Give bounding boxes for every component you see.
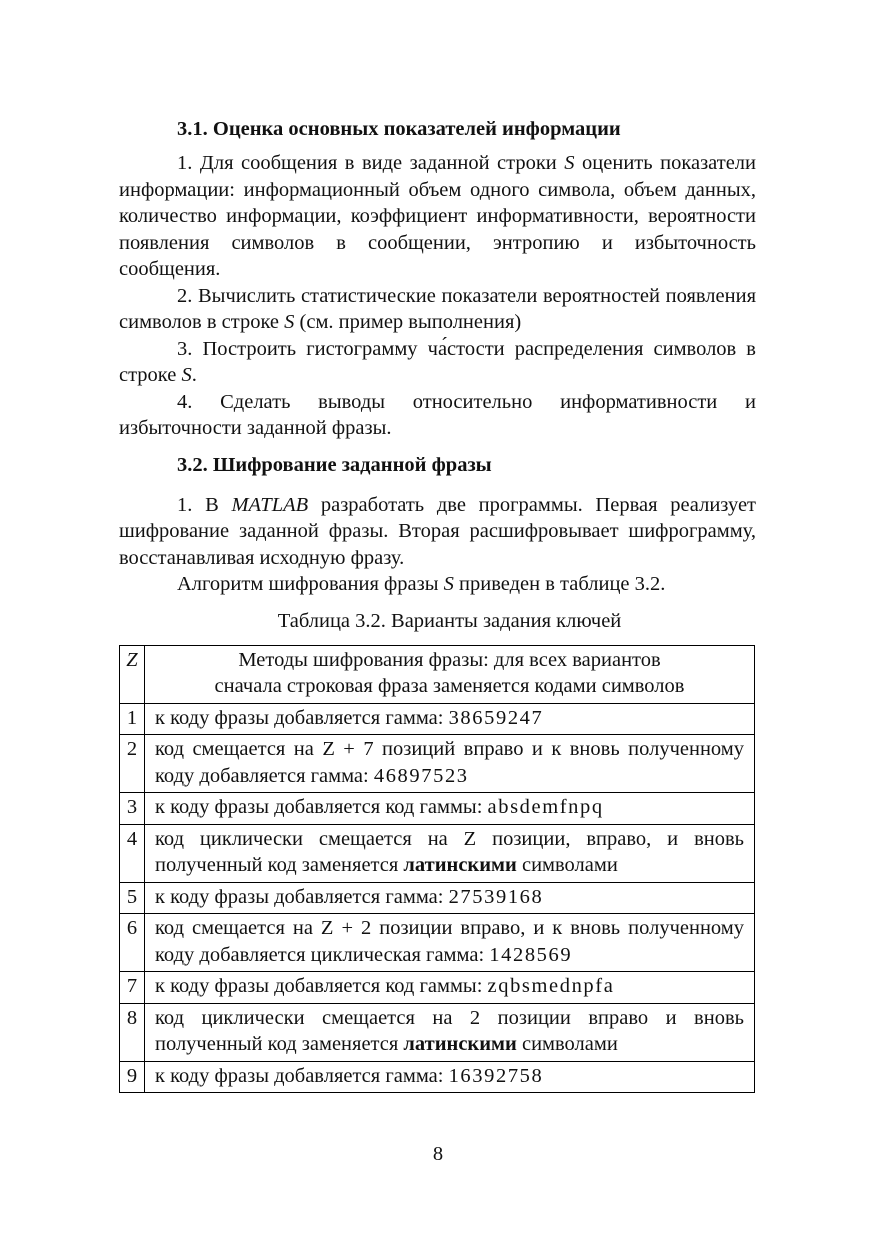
section-1-item-2: 2. Вычислить статистические показатели вероятностей появления символов в строке S (см. пример выполнения) (119, 284, 756, 333)
row-method-cell (145, 824, 755, 882)
row-z-cell: 5 (120, 882, 145, 914)
table-row (120, 703, 755, 735)
table-row (120, 793, 755, 825)
page-content (119, 112, 756, 1093)
gamma-key: 27539168 (448, 885, 544, 908)
bold-word: латинскими (403, 854, 517, 876)
method-text: к коду фразы добавляется гамма: (155, 706, 444, 729)
row-z-cell: 2 (120, 735, 145, 793)
section-2-title: 3.2. Шифрование заданной фразы (177, 453, 492, 476)
method-tail: символами (521, 854, 618, 876)
section-2-paragraph-2: Алгоритм шифрования фразы S приведен в таблице 3.2. (177, 573, 666, 595)
table-row (120, 972, 755, 1004)
table-row (120, 1003, 755, 1061)
method-text: код смещается на Z + 2 позиции вправо, и к вновь полученному коду добавляется циклическая гамма: (155, 917, 744, 966)
method-text: к коду фразы добавляется код гаммы: (155, 975, 483, 997)
page-number: 8 (432, 1143, 444, 1165)
table-caption: Таблица 3.2. Варианты задания ключей (277, 609, 622, 632)
section-1-title: 3.1. Оценка основных показателей информации (177, 118, 621, 140)
section-1-item-1: 1. Для сообщения в виде заданной строки S оценить показатели информации: информационный объем одного символа, объем данных, количество информации, коэффициент информативности, вероятности появления символов в сообщении, энтропию и избыточность сообщения. (119, 152, 756, 280)
bold-word: латинскими (403, 1033, 517, 1055)
method-text: к коду фразы добавляется код гаммы: (155, 796, 483, 818)
header-z: Z (120, 645, 145, 703)
gamma-key: 38659247 (448, 706, 544, 729)
section-1-item-3: 3. Построить гистограмму ча́стости распределения символов в строке S. (119, 337, 756, 386)
table-header-row (120, 645, 755, 703)
method-text: к коду фразы добавляется гамма: (155, 885, 444, 908)
table-row (120, 735, 755, 793)
method-text: к коду фразы добавляется гамма: (155, 1064, 444, 1087)
table-row (120, 882, 755, 914)
row-method-cell (145, 972, 755, 1004)
row-z-cell: 9 (120, 1061, 145, 1093)
method-tail: символами (521, 1033, 618, 1055)
method-text: код циклически смещается на Z позиции, вправо, и вновь полученный код заменяется (155, 827, 744, 876)
row-method-cell (145, 735, 755, 793)
row-method-cell (145, 793, 755, 825)
method-text: код циклически смещается на 2 позиции вправо и вновь полученный код заменяется (155, 1006, 744, 1055)
row-z-cell: 4 (120, 824, 145, 882)
row-method-cell (145, 1003, 755, 1061)
table-row (120, 914, 755, 972)
row-z-cell: 8 (120, 1003, 145, 1061)
gamma-key: zqbsmednpfa (487, 975, 615, 997)
method-text: код смещается на Z + 7 позиций вправо и к вновь полученному коду добавляется гамма: (155, 738, 744, 787)
row-method-cell (145, 703, 755, 735)
row-method-cell (145, 1061, 755, 1093)
row-z-cell: 3 (120, 793, 145, 825)
table-row (120, 1061, 755, 1093)
gamma-key: absdemfnpq (487, 796, 604, 818)
cipher-keys-table (119, 645, 755, 1094)
row-method-cell (145, 914, 755, 972)
row-z-cell: 1 (120, 703, 145, 735)
row-z-cell: 7 (120, 972, 145, 1004)
table-row (120, 824, 755, 882)
header-methods: Методы шифрования фразы: для всех вариантов сначала строковая фраза заменяется кодами символов (145, 645, 755, 703)
row-method-cell (145, 882, 755, 914)
gamma-key: 1428569 (489, 943, 573, 966)
section-1-item-4: 4. Сделать выводы относительно информативности и избыточности заданной фразы. (119, 390, 756, 439)
row-z-cell: 6 (120, 914, 145, 972)
section-2-paragraph-1: 1. В MATLAB разработать две программы. Первая реализует шифрование заданной фразы. Вторая расшифровывает шифрограмму, восстанавливая исходную фразу. (119, 493, 756, 569)
gamma-key: 16392758 (448, 1064, 544, 1087)
gamma-key: 46897523 (373, 764, 469, 787)
